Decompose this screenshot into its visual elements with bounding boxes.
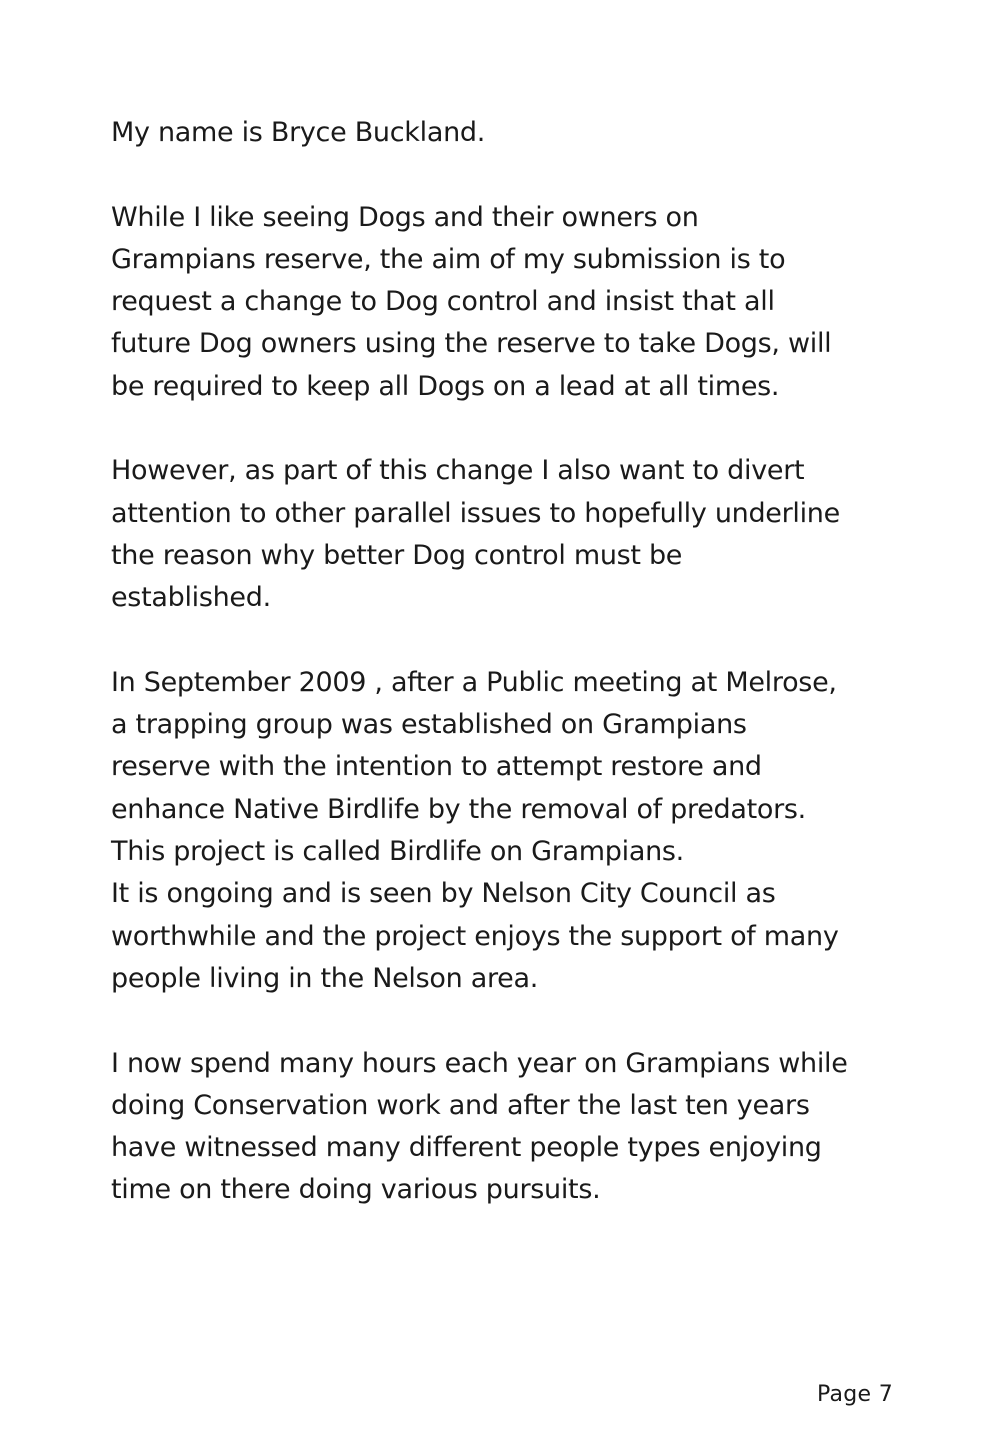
paragraph-parallel-issues: [111, 450, 911, 619]
text-line: be required to keep all Dogs on a lead at all times.: [111, 370, 780, 402]
text-line: people living in the Nelson area.: [111, 962, 538, 994]
text-line: It is ongoing and is seen by Nelson City Council as: [111, 878, 776, 910]
text-line: future Dog owners using the reserve to take Dogs, will: [111, 328, 832, 360]
text-line: enhance Native Birdlife by the removal of predators.: [111, 793, 806, 825]
document-body: [111, 112, 911, 1254]
text-line: This project is called Birdlife on Grampians.: [111, 836, 684, 868]
paragraph-trapping-group: [111, 662, 911, 1000]
text-line: attention to other parallel issues to hopefully underline: [111, 497, 840, 529]
text-line: Grampians reserve, the aim of my submission is to: [111, 243, 786, 275]
paragraph-dog-control-request: [111, 197, 911, 408]
text-line: request a change to Dog control and insist that all: [111, 286, 775, 318]
text-line: reserve with the intention to attempt restore and: [111, 751, 762, 783]
text-line: doing Conservation work and after the last ten years: [111, 1089, 810, 1121]
text-line: time on there doing various pursuits.: [111, 1174, 601, 1206]
text-line: However, as part of this change I also want to divert: [111, 455, 805, 487]
text-line: established.: [111, 582, 271, 614]
text-line: have witnessed many different people types enjoying: [111, 1132, 822, 1164]
text-line: a trapping group was established on Grampians: [111, 709, 747, 741]
page-number: Page 7: [816, 1382, 893, 1407]
text-line: the reason why better Dog control must be: [111, 539, 683, 571]
text-line: In September 2009 , after a Public meeting at Melrose,: [111, 666, 837, 698]
paragraph-introduction: [111, 112, 911, 154]
text-line: While I like seeing Dogs and their owners on: [111, 201, 699, 233]
text-line: I now spend many hours each year on Grampians while: [111, 1047, 848, 1079]
paragraph-conservation-work: [111, 1043, 911, 1212]
text-line: worthwhile and the project enjoys the support of many: [111, 920, 839, 952]
text-line: My name is Bryce Buckland.: [111, 117, 485, 148]
